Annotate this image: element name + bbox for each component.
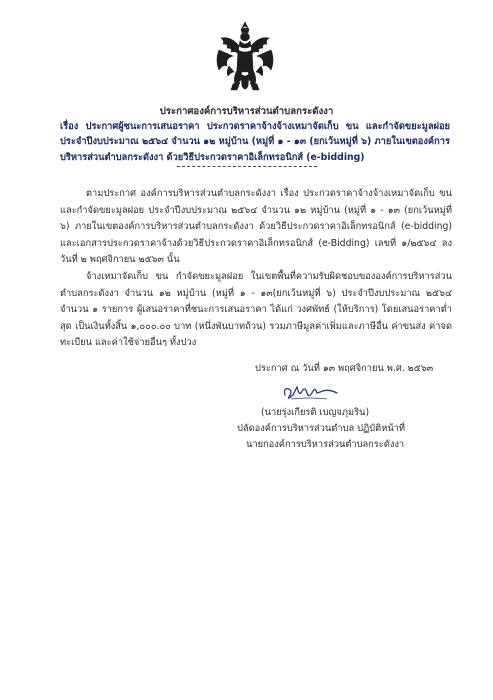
announcement-date: ประกาศ ณ วันที่ ๑๓ พฤศจิกายน พ.ศ. ๒๕๖๓ <box>255 363 434 374</box>
body-paragraph-1: ตามประกาศ องค์การบริหารส่วนตำบลกระดังงา เรื่อง ประกวดราคาจ้างจ้างเหมาจัดเก็บ ขน และกำจัดขยะมูลฝอย ประจำปีงบประมาณ ๒๕๖๔ จำนวน ๑๒ หมู่บ้าน (หมู่ที่ ๑ - ๑๓ (ยกเว้นหมู่ที่ ๖) ภายในเขตองค์การบริหารส่วนตำบลกระดังงา ด้วยวิธีประกวดราคาอิเล็กทรอนิกส์ (e-bidding) และเอกสารประกวดราคาจ้างด้วยวิธีประกวดราคาอิเล็กทรอนิกส์ (e-Bidding) เลขที่ ๑/๒๕๖๔ ลงวันที่ ๒ พฤศจิกายน ๒๕๖๓ นั้น <box>60 188 452 266</box>
signer-name: (นายรุ่งเกียรติ เบญจภุมริน) <box>261 407 370 418</box>
announcement-subject: เรื่อง ประกาศผู้ชนะการเสนอราคา ประกวดราคาจ้างจ้างเหมาจัดเก็บ ขน และกำจัดขยะมูลฝอย ประจำปีงบประมาณ ๒๕๖๔ จำนวน ๑๒ หมู่บ้าน (หมู่ที่ ๑ - ๑๓ (ยกเว้นหมู่ที่ ๖) ภายในเขตองค์การบริหารส่วนตำบลกระดังงา ด้วยวิธีประกวดราคาอิเล็กทรอนิกส์ (e-bidding) <box>60 121 450 163</box>
announcement-body <box>60 186 452 352</box>
body-paragraph-2: จ้างเหมาจัดเก็บ ขน กำจัดขยะมูลฝอย ในเขตพื้นที่ความรับผิดชอบขององค์การบริหารส่วนตำบลกระดังงา จำนวน ๑๒ หมู่บ้าน (หมู่ที่ ๑ - ๑๓(ยกเว้นหมู่ที่ ๖) ประจำปีงบประมาณ ๒๕๖๔ จำนวน ๑ รายการ ผู้เสนอราคาที่ชนะการเสนอราคา ได้แก่ วงศพัทธ์ (ให้บริการ) โดยเสนอราคาต่ำสุด เป็นเงินทั้งสิ้น ๑,๐๐๐.๐๐ บาท (หนึ่งพันบาทถ้วน) รวมภาษีมูลค่าเพิ่มและภาษีอื่น ค่าขนส่ง ค่าจดทะเบียน และค่าใช้จ่ายอื่นๆ ทั้งปวง <box>60 270 452 349</box>
garuda-emblem-icon <box>213 20 277 96</box>
signer-position-line-1: ปลัดองค์การบริหารส่วนตำบล ปฏิบัติหน้าที่ <box>237 423 406 434</box>
signer-position-line-2: นายกองค์การบริหารส่วนตำบลกระดังงา <box>246 439 405 450</box>
signature-icon <box>279 381 341 403</box>
title-divider <box>177 166 317 167</box>
announcement-title: ประกาศองค์การบริหารส่วนตำบลกระดังงา <box>159 106 334 117</box>
